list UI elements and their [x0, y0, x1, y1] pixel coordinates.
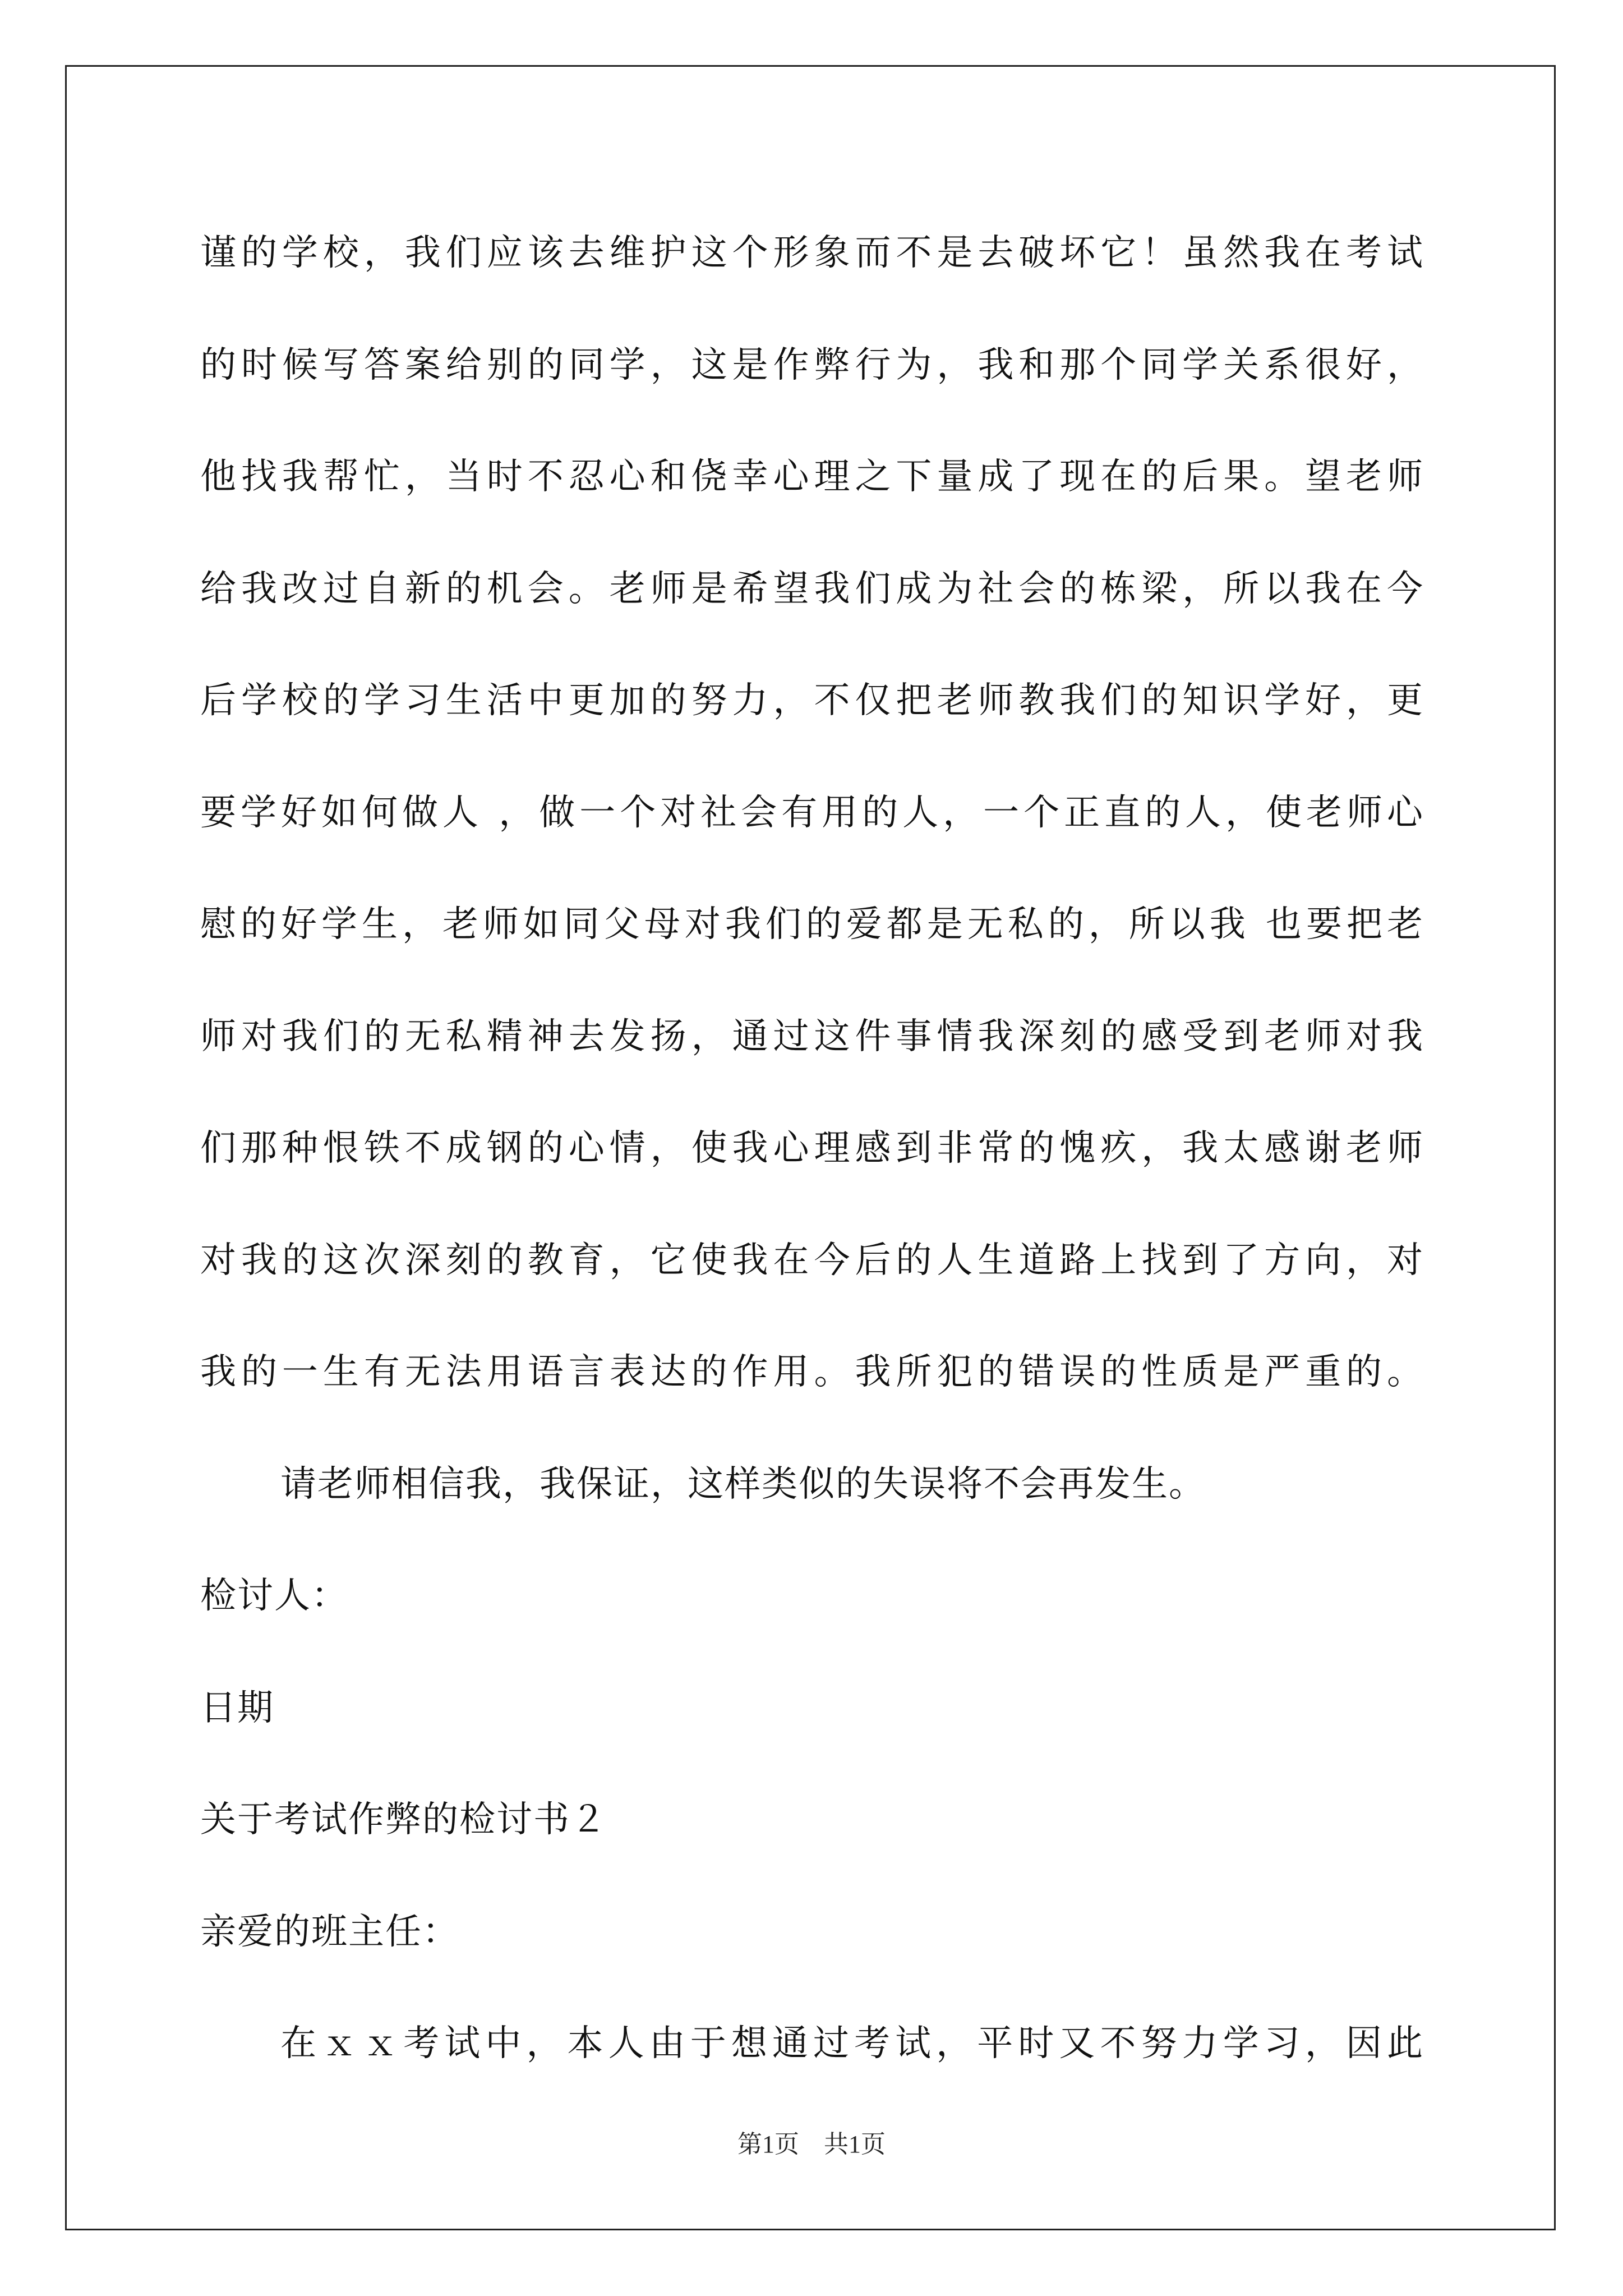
date-label: 日期 [200, 1687, 274, 1729]
body-line-10: 对我的这次深刻的教育，它使我在今后的人生道路上找到了方向，对 [200, 1240, 1423, 1281]
signer-label: 检讨人： [200, 1575, 348, 1617]
last-paragraph-start: 在ｘｘ考试中，本人由于想通过考试，平时又不努力学习，因此 [280, 2023, 1423, 2064]
body-line-4: 给我改过自新的机会。老师是希望我们成为社会的栋梁，所以我在今 [200, 568, 1423, 610]
page-footer: 第1页 共1页 [737, 2131, 886, 2158]
body-line-11: 我的一生有无法用语言表达的作用。我所犯的错误的性质是严重的。 [200, 1351, 1423, 1393]
body-line-5: 后学校的学习生活中更加的努力，不仅把老师教我们的知识学好，更 [200, 680, 1423, 721]
body-line-3: 他找我帮忙，当时不忍心和侥幸心理之下量成了现在的后果。望老师 [200, 456, 1423, 498]
body-line-1: 谨的学校，我们应该去维护这个形象而不是去破坏它！虽然我在考试 [200, 232, 1423, 274]
body-line-9: 们那种恨铁不成钢的心情，使我心理感到非常的愧疚，我太感谢老师 [200, 1128, 1423, 1169]
promise-line: 请老师相信我，我保证，这样类似的失误将不会再发生。 [280, 1464, 1206, 1505]
salutation: 亲爱的班主任： [200, 1911, 459, 1953]
body-line-2: 的时候写答案给别的同学，这是作弊行为，我和那个同学关系很好， [200, 344, 1423, 386]
section-title: 关于考试作弊的检讨书２ [200, 1799, 607, 1841]
body-line-7: 慰的好学生，老师如同父母对我们的爱都是无私的，所以我 也要把老 [200, 904, 1423, 945]
body-line-8: 师对我们的无私精神去发扬，通过这件事情我深刻的感受到老师对我 [200, 1016, 1423, 1057]
body-line-6: 要学好如何做人 ，做一个对社会有用的人，一个正直的人，使老师心 [200, 792, 1423, 834]
